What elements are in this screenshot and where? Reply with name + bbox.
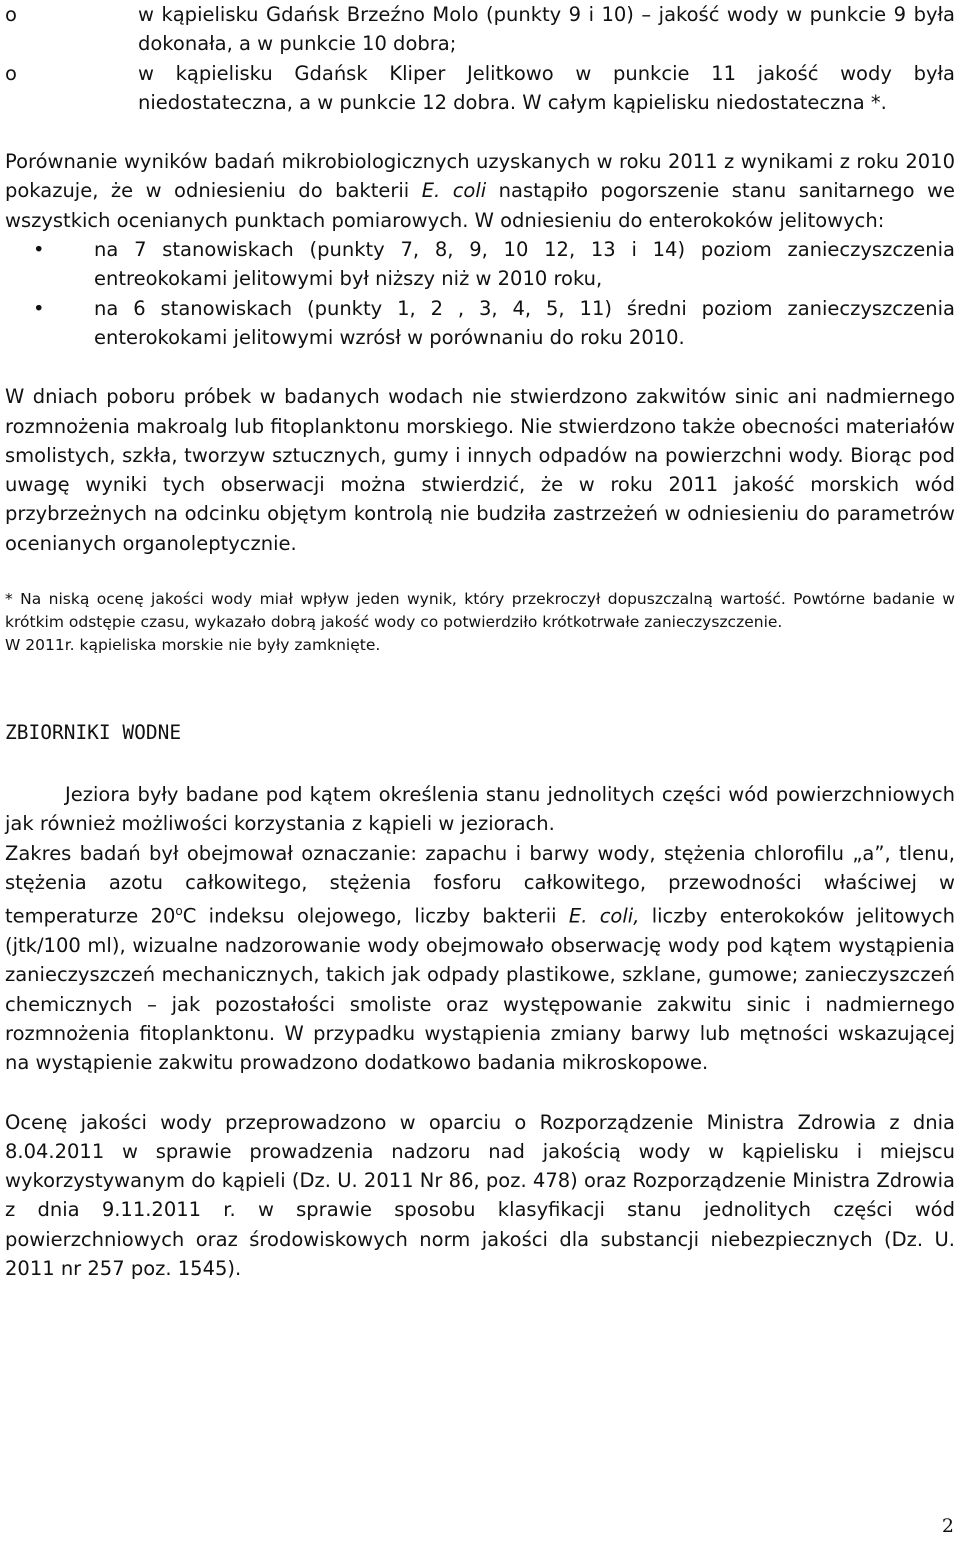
list-item — [5, 235, 955, 294]
list-item-text: na 7 stanowiskach (punkty 7, 8, 9, 10 12, 13 i 14) poziom zanieczyszczenia entreokokami jelitowymi był niższy niż w 2010 roku, — [94, 238, 955, 291]
footnote-closure: W 2011r. kąpieliska morskie nie były zamknięte. — [5, 636, 381, 655]
circle-bullet-icon: o — [5, 61, 17, 85]
list-item-text: w kąpielisku Gdańsk Kliper Jelitkowo w punkcie 11 jakość wody była niedostateczna, a w punkcie 12 dobra. W całym kąpielisku niedostateczna *. — [138, 61, 955, 114]
enterococci-list — [5, 235, 955, 352]
scope-text-cont: C indeksu olejowego, liczby bakterii — [182, 904, 569, 928]
document-page — [5, 0, 955, 1283]
comparison-paragraph — [5, 147, 955, 235]
list-item-text: na 6 stanowiskach (punkty 1, 2 , 3, 4, 5, 11) średni poziom zanieczyszczenia enterokokami jelitowymi wzrósł w porównaniu do roku 2010. — [94, 296, 955, 349]
comparison-text: Porównanie wyników badań mikrobiologicznych uzyskanych w roku 2011 z wynikami z roku 2010 pokazuje, że w odniesieniu do bakterii — [5, 150, 955, 203]
list-item-text: w kąpielisku Gdańsk Brzeźno Molo (punkty 9 i 10) – jakość wody w punkcie 9 była dokonała, a w punkcie 10 dobra; — [138, 3, 955, 56]
scope-text-end: liczby enterokoków jelitowych (jtk/100 ml), wizualne nadzorowanie wody obejmowało obserwację wody pod kątem wystąpienia zanieczyszczeń mechanicznych, takich jak odpady plastikowe, szklane, gumowe; zanieczyszczeń chemicznych – jak pozostałości smoliste oraz występowanie zakwitu sinic i nadmiernego rozmnożenia fitoplanktonu. W przypadku wystąpienia zmiany barwy lub mętności wskazującej na wystąpienie zakwitu prowadzono dodatkowo badania mikroskopowe. — [5, 904, 955, 1075]
circle-bullet-icon: o — [5, 3, 17, 26]
list-item — [5, 59, 955, 118]
ecoli-italic: E. coli, — [568, 904, 640, 928]
beach-quality-list — [5, 0, 955, 117]
list-item — [5, 294, 955, 353]
scope-text: Zakres badań był obejmował oznaczanie: zapachu i barwy wody, stężenia chlorofilu „a”, tlenu, stężenia azotu całkowitego, stężenia fosforu całkowitego, przewodności właściwej w temperaturze 20 — [5, 841, 955, 928]
footnote: * Na niską ocenę jakości wody miał wpływ jeden wynik, który przekroczył dopuszczalną wartość. Powtórne badanie w krótkim odstępie czasu, wykazało dobrą jakość wody co potwierdziło krótkotrwałe zanieczyszczenie. — [5, 590, 955, 632]
sampling-paragraph: W dniach poboru próbek w badanych wodach nie stwierdzono zakwitów sinic ani nadmiernego rozmnożenia makroalg lub fitoplanktonu morskiego. Nie stwierdzono także obecności materiałów smolistych, szkła, tworzyw sztucznych, gumy i innych odpadów na powierzchni wody. Biorąc pod uwagę wyniki tych obserwacji można stwierdzić, że w roku 2011 jakość morskich wód przybrzeżnych na odcinku objętym kontrolą nie budziła zastrzeżeń w odniesieniu do parametrów ocenianych organoleptycznie. — [5, 385, 955, 555]
regulation-paragraph: Ocenę jakości wody przeprowadzono w oparciu o Rozporządzenie Ministra Zdrowia z dnia 8.04.2011 w sprawie prowadzenia nadzoru nad jakością wody w kąpielisku i miejscu wykorzystywanym do kąpieli (Dz. U. 2011 Nr 86, poz. 478) oraz Rozporządzenie Ministra Zdrowia z dnia 9.11.2011 r. w sprawie sposobu klasyfikacji stanu jednolitych części wód powierzchniowych oraz środowiskowych norm jakości dla substancji niebezpiecznych (Dz. U. 2011 nr 257 poz. 1545). — [5, 1110, 955, 1280]
ecoli-italic: E. coli — [421, 179, 487, 203]
comparison-text-cont: nastąpiło pogorszenie stanu sanitarnego we wszystkich ocenianych punktach pomiarowych. W odniesieniu do enterokoków jelitowych: — [5, 179, 955, 232]
bullet-icon: • — [33, 296, 45, 320]
lakes-scope-paragraph — [5, 839, 955, 1078]
lakes-paragraph: Jeziora były badane pod kątem określenia stanu jednolitych części wód powierzchniowych jak również możliwości korzystania z kąpieli w jeziorach. — [5, 783, 955, 836]
bullet-icon: • — [33, 238, 45, 262]
degree-sign: o — [175, 904, 183, 919]
section-heading: ZBIORNIKI WODNE — [5, 721, 182, 745]
page-number: 2 — [941, 1515, 954, 1537]
list-item — [5, 0, 955, 59]
